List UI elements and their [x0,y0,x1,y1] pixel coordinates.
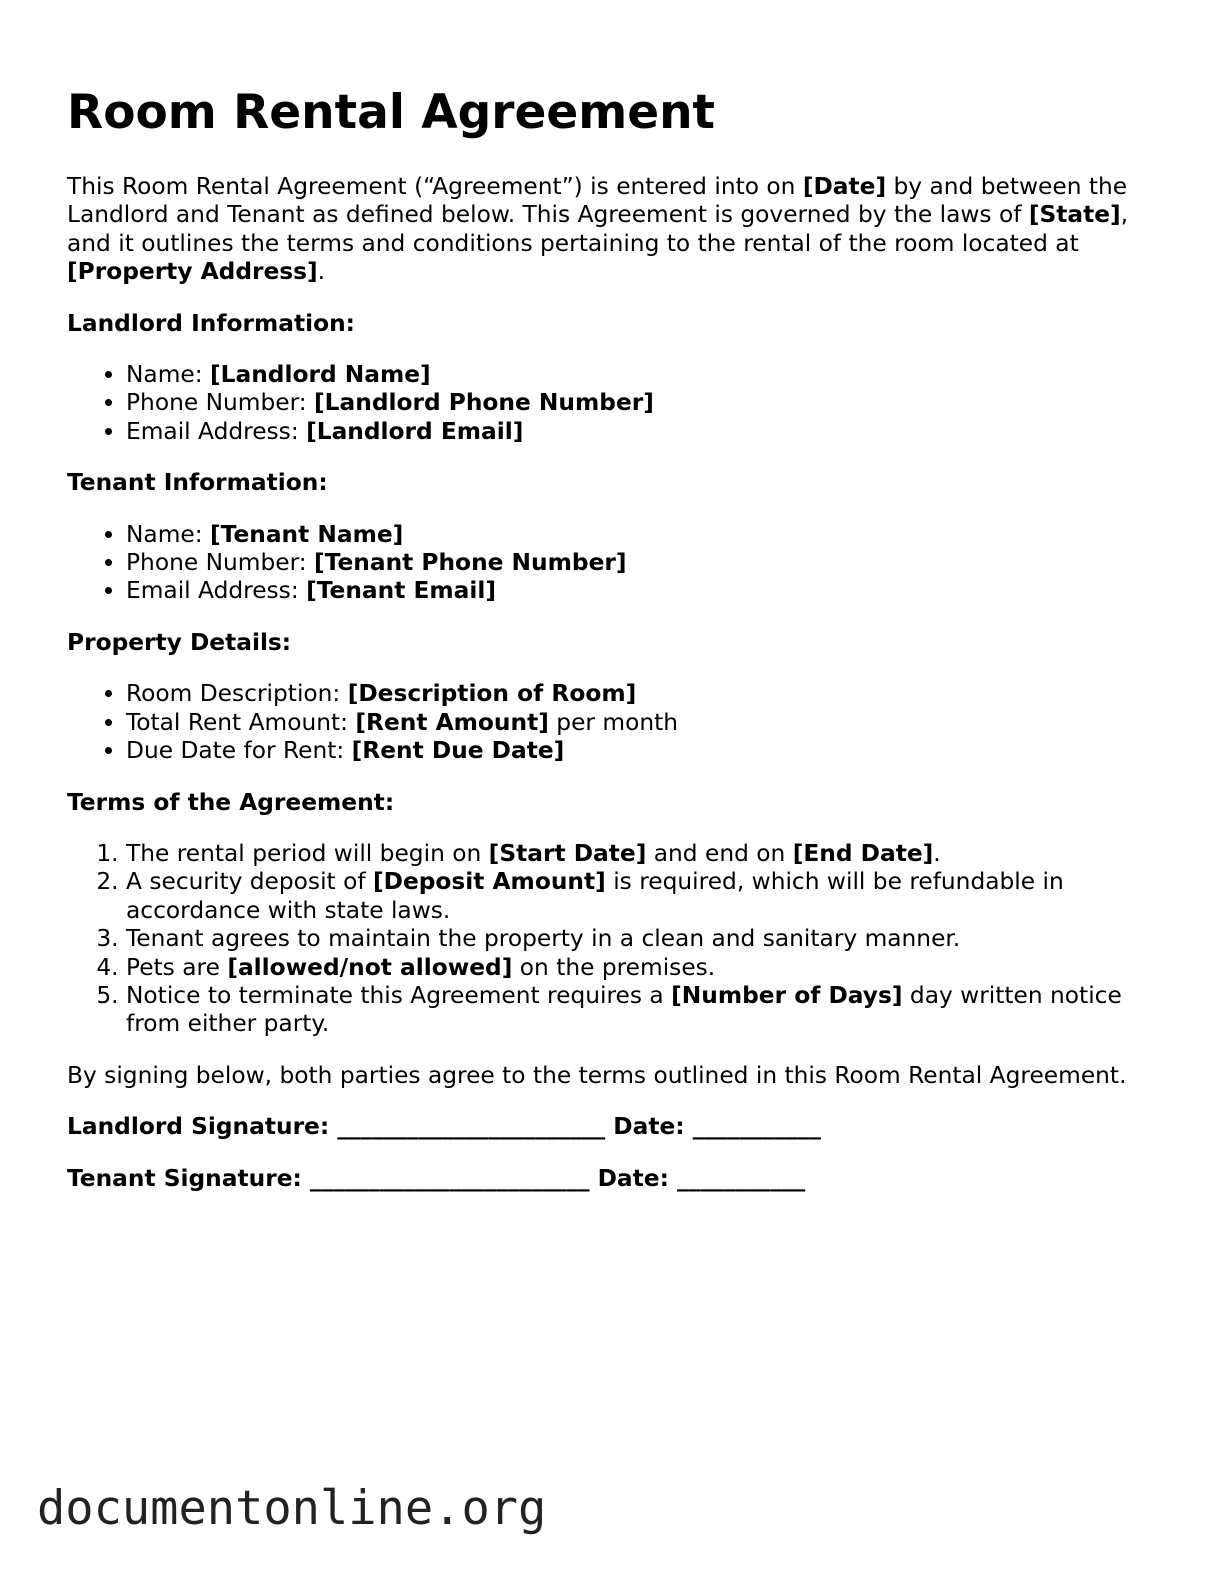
list-item [126,982,1177,1039]
term-text: Pets are [126,953,228,981]
term-text: The rental period will begin on [126,839,489,867]
landlord-signature-line: Landlord Signature: _______________________ Date: ___________ [67,1113,821,1141]
list-item [126,361,1177,389]
tenant-list [67,521,1177,606]
end-date-placeholder: [End Date] [792,839,934,867]
property-list [67,680,1177,765]
item-label: Total Rent Amount: [126,708,356,736]
landlord-heading: Landlord Information: [67,309,356,337]
list-item [126,577,1177,605]
item-value: [Tenant Email] [306,577,496,605]
address-placeholder: [Property Address] [67,258,318,286]
page-title: Room Rental Agreement [67,85,716,140]
item-suffix: per month [548,708,679,736]
date-placeholder: [Date] [802,173,887,200]
list-item [126,680,1177,708]
item-label: Phone Number: [126,549,315,577]
term-text: and end on [646,839,793,867]
term-text: A security deposit of [126,868,373,896]
term-text: Notice to terminate this Agreement requires a [126,981,672,1009]
term-text: . [933,839,941,867]
pets-placeholder: [allowed/not allowed] [227,953,513,981]
terms-heading: Terms of the Agreement: [67,788,395,816]
item-label: Email Address: [126,577,307,605]
item-label: Email Address: [126,417,307,445]
landlord-list [67,361,1177,446]
item-label: Name: [126,520,210,548]
item-value: [Description of Room] [347,680,637,708]
item-value: [Tenant Phone Number] [314,549,627,577]
item-value: [Landlord Phone Number] [314,389,654,417]
intro-text-2: by and between the Landlord and Tenant as defined below. This Agreement is governed by the laws of [67,173,1128,229]
item-label: Room Description: [126,680,348,708]
term-text: Tenant agrees to maintain the property in a clean and sanitary manner. [126,925,961,953]
closing-paragraph: By signing below, both parties agree to the terms outlined in this Room Rental Agreement. [67,1061,1127,1089]
item-value: [Rent Due Date] [351,737,565,765]
item-value: [Rent Amount] [355,708,549,736]
start-date-placeholder: [Start Date] [488,839,647,867]
deposit-placeholder: [Deposit Amount] [372,868,606,896]
tenant-heading: Tenant Information: [67,469,328,497]
intro-text-4: . [317,258,326,286]
property-heading: Property Details: [67,628,292,656]
term-text: day written notice from either party. [126,981,1122,1038]
item-value: [Landlord Email] [306,417,524,445]
item-value: [Tenant Name] [210,520,404,548]
term-text: is required, which will be refundable in accordance with state laws. [126,868,1064,924]
list-item [126,925,1177,953]
list-item [126,549,1177,577]
terms-list [67,840,1177,1039]
intro-text-1: This Room Rental Agreement (“Agreement”) is entered into on [67,173,803,200]
list-item [126,521,1177,549]
watermark-text: documentonline.org [37,1481,547,1536]
intro-text-3: , and it outlines the terms and conditions pertaining to the rental of the room located at [67,201,1129,257]
item-label: Due Date for Rent: [126,737,352,765]
item-label: Name: [126,361,210,389]
tenant-signature-line: Tenant Signature: ________________________ Date: ___________ [67,1164,806,1192]
term-text: on the premises. [512,953,716,981]
list-item [126,954,1177,982]
list-item [126,868,1177,925]
intro-paragraph [67,173,1177,287]
list-item [126,709,1177,737]
days-placeholder: [Number of Days] [671,981,903,1009]
item-value: [Landlord Name] [210,361,431,389]
list-item [126,840,1177,868]
state-placeholder: [State] [1028,201,1121,229]
item-label: Phone Number: [126,389,315,417]
list-item [126,737,1177,765]
list-item [126,418,1177,446]
document-body [67,173,1177,1216]
list-item [126,389,1177,417]
